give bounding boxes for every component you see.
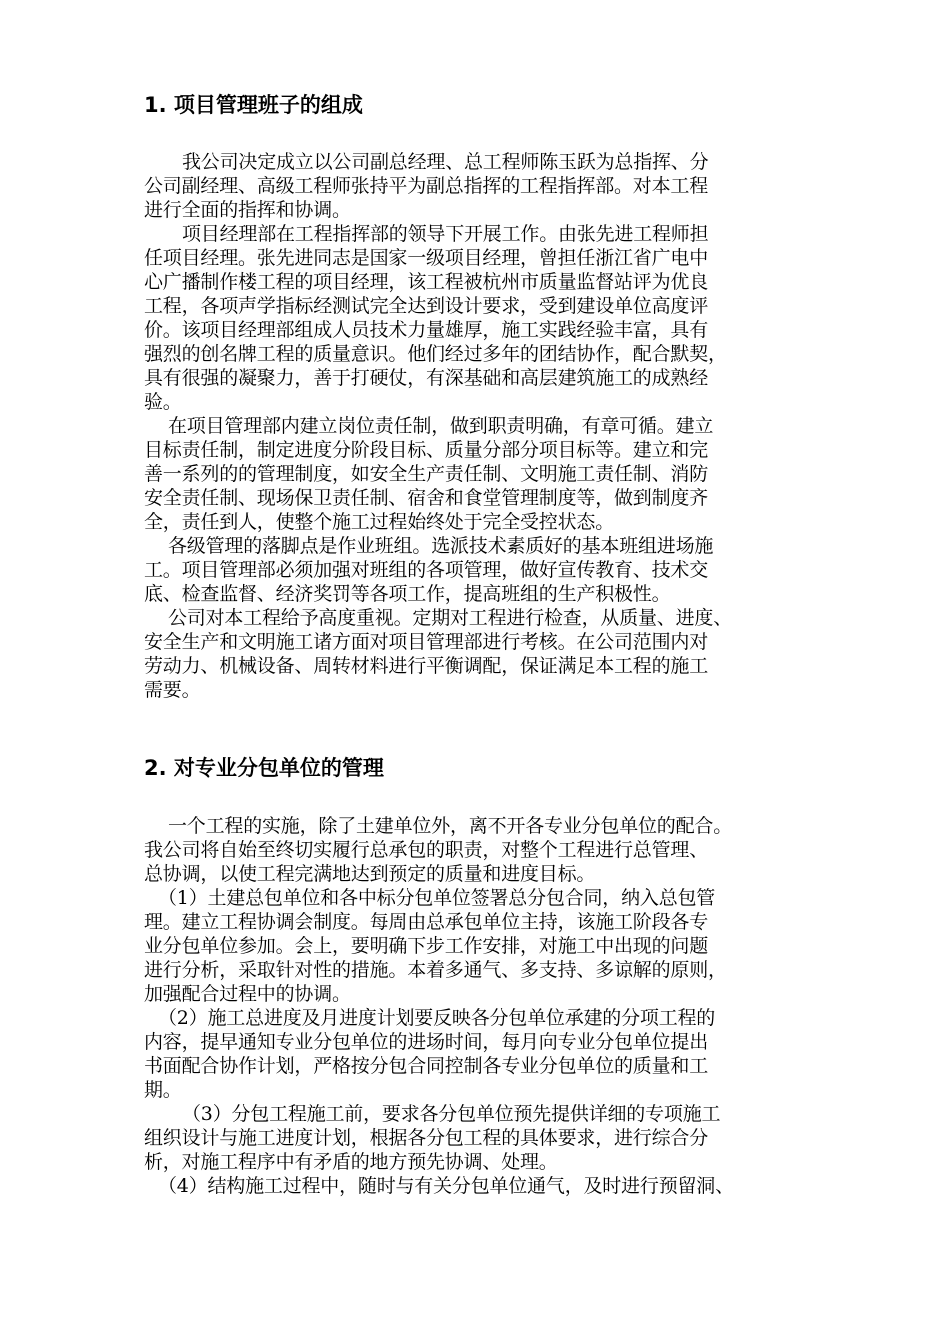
text-line: 进行全面的指挥和协调。 [144, 199, 351, 221]
text-line: 心广播制作楼工程的项目经理，该工程被杭州市质量监督站评为优良 [144, 271, 709, 293]
text-line: 验。 [144, 391, 182, 413]
text-line: 一个工程的实施，除了土建单位外，离不开各专业分包单位的配合。 [168, 815, 733, 837]
text-line: 总协调，以使工程完满地达到预定的质量和进度目标。 [144, 863, 596, 885]
paragraph [144, 150, 824, 222]
text-line: 目标责任制，制定进度分阶段目标、质量分部分项目标等。建立和完 [144, 439, 709, 461]
text-line: 底、检查监督、经济奖罚等各项工作，提高班组的生产积极性。 [144, 583, 671, 605]
text-line: 书面配合协作计划，严格按分包合同控制各专业分包单位的质量和工 [144, 1055, 709, 1077]
paragraph [144, 534, 824, 606]
text-line: 劳动力、机械设备、周转材料进行平衡调配，保证满足本工程的施工 [144, 655, 709, 677]
text-line: 工。项目管理部必须加强对班组的各项管理，做好宣传教育、技术交 [144, 559, 709, 581]
paragraph [144, 222, 824, 414]
paragraph [144, 1102, 824, 1174]
text-line: 项目经理部在工程指挥部的领导下开展工作。由张先进工程师担 [182, 223, 709, 245]
text-line: 各级管理的落脚点是作业班组。选派技术素质好的基本班组进场施 [168, 535, 714, 557]
text-line: 强烈的创名牌工程的质量意识。他们经过多年的团结协作，配合默契， [144, 343, 727, 365]
paragraph [144, 1006, 824, 1102]
text-line: （4）结构施工过程中，随时与有关分包单位通气，及时进行预留洞、 [158, 1175, 734, 1197]
text-line: 具有很强的凝聚力，善于打硬仗，有深基础和高层建筑施工的成熟经 [144, 367, 709, 389]
text-line: 内容，提早通知专业分包单位的进场时间，每月向专业分包单位提出 [144, 1031, 709, 1053]
text-line: 加强配合过程中的协调。 [144, 983, 351, 1005]
text-line: 全，责任到人，使整个施工过程始终处于完全受控状态。 [144, 511, 615, 533]
text-line: 期。 [144, 1079, 182, 1101]
text-line: 任项目经理。张先进同志是国家一级项目经理，曾担任浙江省广电中 [144, 247, 709, 269]
text-line: 需要。 [144, 679, 201, 701]
section-heading-2: 2. 对专业分包单位的管理 [144, 756, 384, 780]
text-line: （3）分包工程施工前，要求各分包单位预先提供详细的专项施工 [182, 1103, 721, 1125]
text-line: 安全责任制、现场保卫责任制、宿舍和食堂管理制度等，做到制度齐 [144, 487, 709, 509]
text-line: 我公司决定成立以公司副总经理、总工程师陈玉跃为总指挥、分 [182, 151, 709, 173]
text-line: 在项目管理部内建立岗位责任制，做到职责明确，有章可循。建立 [168, 415, 714, 437]
text-line: 价。该项目经理部组成人员技术力量雄厚，施工实践经验丰富，具有 [144, 319, 709, 341]
text-line: 我公司将自始至终切实履行总承包的职责，对整个工程进行总管理、 [144, 839, 709, 861]
paragraph [144, 606, 824, 702]
text-line: 善一系列的的管理制度，如安全生产责任制、文明施工责任制、消防 [144, 463, 709, 485]
paragraph [144, 886, 824, 1006]
paragraph [144, 414, 824, 534]
text-line: 工程，各项声学指标经测试完全达到设计要求，受到建设单位高度评 [144, 295, 709, 317]
text-line: 析，对施工程序中有矛盾的地方预先协调、处理。 [144, 1151, 558, 1173]
text-line: 理。建立工程协调会制度。每周由总承包单位主持，该施工阶段各专 [144, 911, 709, 933]
text-line: （1）土建总包单位和各中标分包单位签署总分包合同，纳入总包管 [158, 887, 716, 909]
text-line: 组织设计与施工进度计划，根据各分包工程的具体要求，进行综合分 [144, 1127, 709, 1149]
section-heading-1: 1. 项目管理班子的组成 [144, 93, 363, 117]
text-line: （2）施工总进度及月进度计划要反映各分包单位承建的分项工程的 [158, 1007, 716, 1029]
paragraph [144, 1174, 824, 1198]
text-line: 公司对本工程给予高度重视。定期对工程进行检查，从质量、进度、 [168, 607, 733, 629]
text-line: 公司副经理、高级工程师张持平为副总指挥的工程指挥部。对本工程 [144, 175, 709, 197]
text-line: 安全生产和文明施工诸方面对项目管理部进行考核。在公司范围内对 [144, 631, 709, 653]
paragraph [144, 814, 824, 886]
text-line: 业分包单位参加。会上，要明确下步工作安排，对施工中出现的问题 [144, 935, 709, 957]
text-line: 进行分析，采取针对性的措施。本着多通气、多支持、多谅解的原则， [144, 959, 727, 981]
